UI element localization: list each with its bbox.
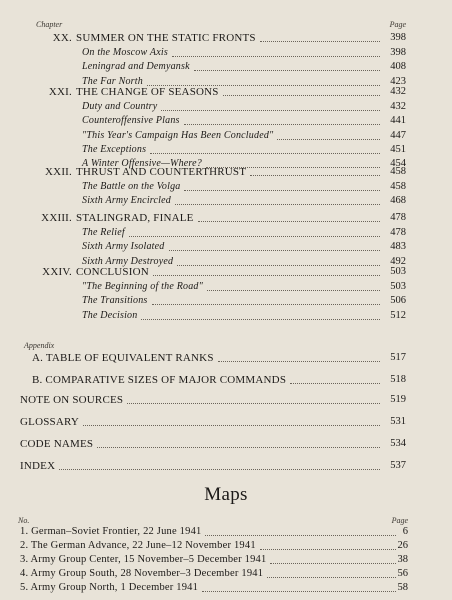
page-number: 398	[390, 32, 406, 43]
entry-title: Counteroffensive Plans	[82, 115, 180, 127]
chapter-number: XXIV.	[42, 266, 72, 278]
dot-leader	[152, 295, 380, 305]
entry-title: Sixth Army Destroyed	[82, 255, 174, 267]
page-number: 478	[390, 227, 406, 238]
chapter-row	[0, 212, 452, 226]
page-number: 38	[397, 554, 408, 565]
dot-leader	[184, 181, 380, 191]
entry-title: 3. Army Group Center, 15 November–5 December 1941	[20, 554, 267, 565]
page-number: 517	[390, 352, 406, 363]
chapter-number: XXI.	[48, 86, 72, 98]
page-number: 518	[390, 374, 406, 385]
dot-leader	[177, 256, 380, 266]
entry-title: 4. Army Group South, 28 November–3 December 1941	[20, 568, 264, 579]
subsection-row	[0, 295, 452, 309]
subsection-row	[0, 241, 452, 255]
dot-leader	[207, 281, 380, 291]
back-matter-row	[0, 438, 452, 452]
entry-title: Sixth Army Isolated	[82, 241, 165, 253]
subsection-row	[0, 101, 452, 115]
page-number: 432	[390, 101, 406, 112]
dot-leader	[277, 130, 380, 140]
chapter-number: XX.	[52, 32, 72, 44]
entry-title: The Exceptions	[82, 143, 147, 155]
entry-title: CONCLUSION	[76, 266, 149, 278]
dot-leader	[260, 32, 380, 42]
dot-leader	[290, 374, 380, 384]
subsection-row	[0, 61, 452, 75]
dot-leader	[169, 241, 380, 251]
entry-title: The Battle on the Volga	[82, 181, 181, 192]
dot-leader	[83, 416, 380, 426]
page-number: 398	[390, 47, 406, 58]
dot-leader	[194, 61, 380, 71]
page-number: 483	[390, 241, 406, 253]
appendix-row	[0, 352, 452, 366]
subsection-row	[0, 144, 452, 158]
entry-title: SUMMER ON THE STATIC FRONTS	[76, 32, 256, 44]
dot-leader	[260, 540, 396, 550]
page-number: 537	[390, 460, 406, 471]
page-header: Page	[389, 20, 406, 29]
page-number: 458	[390, 166, 406, 177]
subsection-row	[0, 115, 452, 129]
dot-leader	[202, 582, 396, 592]
page-number: 492	[390, 255, 406, 267]
page-number: 503	[390, 281, 406, 292]
dot-leader	[184, 115, 380, 125]
map-row	[0, 526, 452, 540]
page-number: 432	[390, 86, 406, 97]
entry-title: Leningrad and Demyansk	[82, 61, 190, 73]
chapter-header: Chapter	[36, 20, 63, 29]
subsection-row	[0, 181, 452, 195]
entry-title: A. TABLE OF EQUIVALENT RANKS	[32, 352, 214, 364]
dot-leader	[223, 86, 380, 96]
appendix-row	[0, 374, 452, 388]
dot-leader	[250, 166, 380, 176]
subsection-row	[0, 310, 452, 324]
page-number: 6	[402, 526, 408, 537]
page-number: 468	[390, 195, 406, 207]
entry-title: On the Moscow Axis	[82, 47, 168, 58]
dot-leader	[198, 212, 380, 222]
entry-title: NOTE ON SOURCES	[20, 394, 124, 406]
entry-title: CODE NAMES	[20, 438, 94, 450]
subsection-row	[0, 195, 452, 209]
page-number: 56	[397, 568, 408, 579]
entry-title: STALINGRAD, FINALE	[76, 212, 194, 224]
dot-leader	[218, 352, 380, 362]
number-header: No.	[18, 516, 30, 525]
page-number: 408	[390, 61, 406, 73]
entry-title: Sixth Army Encircled	[82, 195, 171, 207]
entry-title: A Winter Offensive—Where?	[82, 158, 202, 170]
page-number: 454	[390, 158, 406, 170]
dot-leader	[270, 554, 396, 564]
page-number: 447	[390, 129, 406, 141]
dot-leader	[147, 76, 380, 86]
dot-leader	[175, 195, 380, 205]
dot-leader	[150, 144, 380, 154]
back-matter-row	[0, 394, 452, 408]
page-number: 512	[390, 309, 406, 321]
page-number: 26	[397, 540, 408, 551]
page-number: 451	[390, 143, 406, 155]
back-matter-row	[0, 460, 452, 474]
dot-leader	[129, 227, 380, 237]
dot-leader	[59, 460, 380, 470]
subsection-row	[0, 130, 452, 144]
entry-title: The Decision	[82, 309, 138, 321]
chapter-number: XXII.	[45, 166, 72, 178]
entry-title: 2. The German Advance, 22 June–12 November 1941	[20, 540, 256, 551]
map-row	[0, 554, 452, 568]
dot-leader	[161, 101, 380, 111]
page-number: 531	[390, 416, 406, 427]
maps-title: Maps	[204, 484, 248, 505]
entry-title: B. COMPARATIVE SIZES OF MAJOR COMMANDS	[32, 374, 287, 386]
map-row	[0, 540, 452, 554]
entry-title: The Far North	[82, 75, 143, 87]
entry-title: "The Beginning of the Road"	[82, 281, 204, 292]
back-matter-row	[0, 416, 452, 430]
dot-leader	[205, 526, 396, 536]
entry-title: The Transitions	[82, 295, 148, 307]
page-number: 458	[390, 181, 406, 192]
dot-leader	[97, 438, 380, 448]
entry-title: INDEX	[20, 460, 56, 472]
entry-title: The Relief	[82, 227, 125, 238]
chapter-row	[0, 32, 452, 46]
page-number: 423	[390, 75, 406, 87]
dot-leader	[267, 568, 396, 578]
chapter-number: XXIII.	[41, 212, 72, 224]
chapter-row	[0, 86, 452, 100]
entry-title: "This Year's Campaign Has Been Concluded"	[82, 129, 274, 141]
chapter-row	[0, 166, 452, 180]
subsection-row	[0, 281, 452, 295]
entry-title: THRUST AND COUNTERTHRUST	[76, 166, 247, 178]
map-row	[0, 568, 452, 582]
dot-leader	[153, 266, 380, 276]
entry-title: 1. German–Soviet Frontier, 22 June 1941	[20, 526, 202, 537]
entry-title: Duty and Country	[82, 101, 158, 112]
entry-title: THE CHANGE OF SEASONS	[76, 86, 219, 98]
map-row	[0, 582, 452, 596]
entry-title: GLOSSARY	[20, 416, 80, 428]
subsection-row	[0, 47, 452, 61]
page-number: 441	[390, 115, 406, 127]
page-number: 519	[390, 394, 406, 405]
dot-leader	[172, 47, 380, 57]
page-number: 506	[390, 295, 406, 307]
page-number: 58	[397, 582, 408, 593]
chapter-row	[0, 266, 452, 280]
page-number: 534	[390, 438, 406, 449]
dot-leader	[127, 394, 380, 404]
entry-title: 5. Army Group North, 1 December 1941	[20, 582, 199, 593]
subsection-row	[0, 227, 452, 241]
appendix-header: Appendix	[24, 341, 55, 350]
dot-leader	[141, 310, 380, 320]
page-number: 503	[390, 266, 406, 277]
page-number: 478	[390, 212, 406, 223]
map-page-header: Page	[391, 516, 408, 525]
